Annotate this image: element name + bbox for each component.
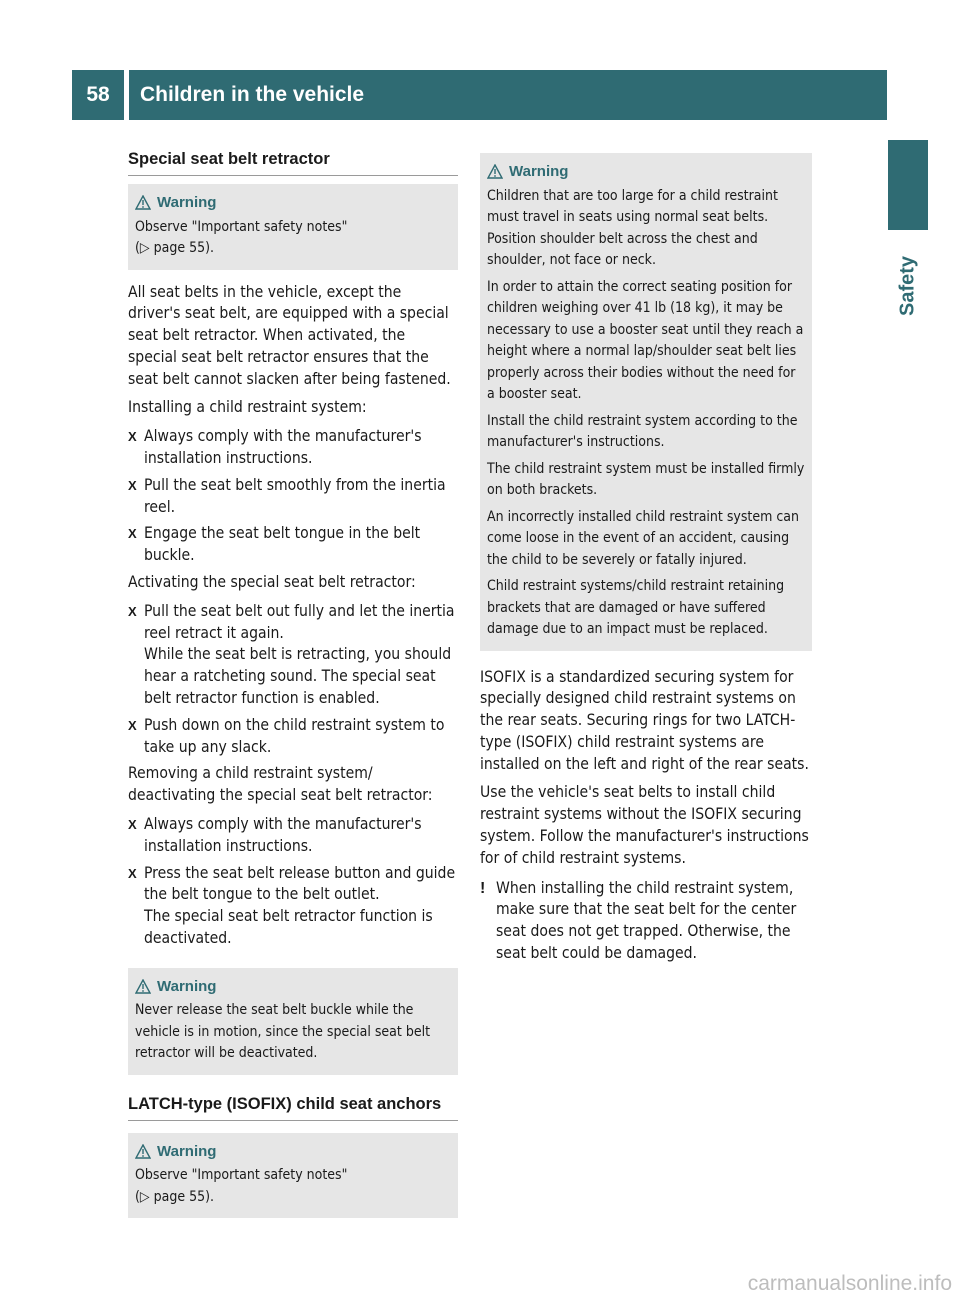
warning-paragraph: An incorrectly installed child restraint system can come loose in the event of an accident, causing the child to be severely or fatally injured. bbox=[487, 508, 800, 568]
side-tab bbox=[888, 236, 928, 336]
step-result: While the seat belt is retracting, you should hear a ratcheting sound. The special seat belt retractor function is enabled. bbox=[144, 645, 452, 708]
install-intro: Installing a child restraint system: bbox=[128, 398, 367, 417]
step-text: Push down on the child restraint system to take up any slack. bbox=[144, 715, 445, 756]
install-step-1 bbox=[128, 426, 458, 470]
warning-header bbox=[135, 1141, 451, 1163]
step-text: Pull the seat belt out fully and let the inertia reel retract it again. bbox=[144, 601, 455, 642]
step-text: Engage the seat belt tongue in the belt buckle. bbox=[144, 524, 421, 565]
remove-step-2 bbox=[128, 863, 458, 950]
step-text: Pull the seat belt smoothly from the inertia reel. bbox=[144, 475, 446, 516]
step-marker-icon: X bbox=[128, 717, 137, 733]
warning-paragraph: In order to attain the correct seating position for children weighing over 41 lb (18 kg), it may be necessary to use a booster seat until they reach a height where a normal lap/shoulder seat belt lies properly across their bodies without the need for a booster seat. bbox=[487, 278, 804, 402]
page-number: 58 bbox=[72, 70, 124, 120]
page-reference-link[interactable]: (▷ page 55). bbox=[135, 1188, 215, 1205]
step-marker-icon: X bbox=[128, 429, 137, 445]
warning-title: Warning bbox=[157, 1142, 217, 1160]
activate-step-1 bbox=[128, 601, 458, 710]
warning-line: Observe "Important safety notes" bbox=[135, 1167, 348, 1184]
caution-note bbox=[480, 878, 812, 965]
side-tab-label: Safety bbox=[896, 255, 919, 317]
warning-paragraph: Child restraint systems/child restraint retaining brackets that are damaged or have suffered damage due to an impact must be replaced. bbox=[487, 578, 785, 637]
remove-intro: Removing a child restraint system/ deactivating the special seat belt retractor: bbox=[128, 764, 433, 805]
warning-box-2 bbox=[128, 968, 458, 1075]
step-marker-icon: X bbox=[128, 865, 137, 881]
warning-paragraph: Install the child restraint system according to the manufacturer's instructions. bbox=[487, 412, 798, 450]
paragraph-retractor-intro: All seat belts in the vehicle, except the driver's seat belt, are equipped with a special seat belt retractor. When activated, the special seat belt retractor ensures that the seat belt cannot slacken after being fastened. bbox=[128, 282, 451, 388]
install-step-2 bbox=[128, 475, 458, 519]
side-tab-marker bbox=[888, 140, 928, 230]
warning-header bbox=[487, 161, 805, 183]
step-marker-icon: X bbox=[128, 603, 137, 619]
activate-step-2 bbox=[128, 715, 458, 759]
warning-title: Warning bbox=[157, 977, 217, 995]
warning-paragraph: The child restraint system must be installed firmly on both brackets. bbox=[487, 460, 805, 498]
page-reference-link[interactable]: (▷ page 55). bbox=[135, 240, 215, 256]
warning-box-1 bbox=[128, 184, 458, 270]
warning-paragraph: Children that are too large for a child restraint must travel in seats using normal seat belts. Position shoulder belt across the chest and shoulder, not face or neck. bbox=[487, 187, 778, 268]
left-column bbox=[128, 150, 458, 1230]
warning-text bbox=[135, 217, 451, 260]
right-column bbox=[480, 153, 812, 965]
warning-box-3 bbox=[128, 1133, 458, 1219]
step-marker-icon: X bbox=[128, 526, 137, 542]
warning-text bbox=[135, 1165, 451, 1208]
step-text: Always comply with the manufacturer's installation instructions. bbox=[144, 427, 422, 468]
section-heading-isofix: LATCH-type (ISOFIX) child seat anchors bbox=[128, 1095, 458, 1121]
warning-title: Warning bbox=[157, 194, 217, 211]
warning-text: Never release the seat belt buckle while the vehicle is in motion, since the special seat belt retractor will be deactivated. bbox=[135, 1002, 431, 1062]
paragraph-seat-belts: Use the vehicle's seat belts to install child restraint systems without the ISOFIX securing system. Follow the manufacturer's instructions for of child restraint systems. bbox=[480, 783, 809, 867]
section-heading-retractor: Special seat belt retractor bbox=[128, 150, 458, 176]
warning-title: Warning bbox=[509, 163, 569, 180]
step-marker-icon: X bbox=[128, 817, 137, 833]
activate-intro: Activating the special seat belt retractor: bbox=[128, 573, 416, 592]
step-result: The special seat belt retractor function is deactivated. bbox=[144, 907, 433, 948]
warning-header bbox=[135, 192, 451, 214]
warning-triangle-icon bbox=[487, 164, 503, 179]
warning-triangle-icon bbox=[135, 1144, 151, 1159]
warning-triangle-icon bbox=[135, 195, 151, 210]
warning-line: Observe "Important safety notes" bbox=[135, 218, 348, 235]
warning-box-children bbox=[480, 153, 812, 651]
warning-triangle-icon bbox=[135, 979, 151, 994]
step-text: Press the seat belt release button and guide the belt tongue to the belt outlet. bbox=[144, 863, 456, 904]
warning-header bbox=[135, 976, 451, 998]
install-step-3 bbox=[128, 523, 458, 567]
chapter-title: Children in the vehicle bbox=[129, 70, 887, 120]
paragraph-isofix: ISOFIX is a standardized securing system for specially designed child restraint systems on the rear seats. Securing rings for two LATCH-type (ISOFIX) child restraint systems are installed on the left and right of the rear seats. bbox=[480, 667, 809, 773]
step-marker-icon: X bbox=[128, 477, 137, 493]
step-text: Always comply with the manufacturer's installation instructions. bbox=[144, 815, 422, 855]
watermark: carmanualsonline.info bbox=[747, 1272, 952, 1295]
exclamation-icon: ! bbox=[480, 879, 486, 897]
remove-step-1 bbox=[128, 814, 458, 858]
note-text: When installing the child restraint system, make sure that the seat belt for the center seat does not get trapped. Otherwise, the seat belt could be damaged. bbox=[496, 878, 797, 963]
